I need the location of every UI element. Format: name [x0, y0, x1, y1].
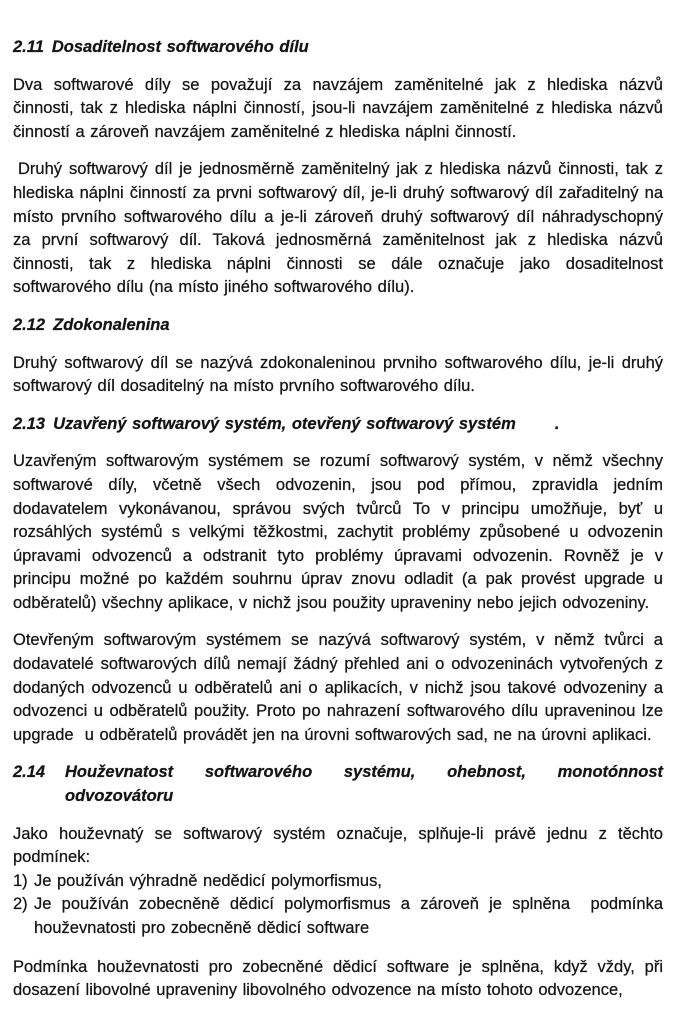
section-title: Dosaditelnost softwarového dílu: [51, 38, 309, 56]
paragraph-toughness-intro: Jako houževnatý se softwarový systém označuje, splňuje-li právě jednu z těchto podmínek:: [13, 824, 663, 867]
section-title-line-1: Houževnatost softwarového systému, ohebnost, monotónnost: [65, 763, 663, 782]
list-item-2: [13, 893, 663, 940]
paragraph-substitutability-2: Druhý softwarový díl je jednosměrně zaměnitelný jak z hlediska názvů činnosti, tak z hlediska náplni činností za prvni softwarový díl, je-li druhý softwarový díl zařaditelný na místo prvního softwarového dílu a je-li zároveň druhý softwarový díl náhradyschopný za první softwarový díl. Taková jednosměrná zaměnitelnost jak z hlediska názvů činnosti, tak z hlediska náplni činnosti se dále označuje jako dosaditelnost softwarového dílu (na místo jiného softwarového dílu).: [13, 160, 663, 297]
section-heading-2-14: [13, 761, 663, 808]
section-number: 2.11: [13, 38, 44, 56]
paragraph-open-system: Otevřeným softwarovým systémem se nazývá softwarový systém, v němž tvůrci a dodavatelé softwarových dílů nemají žádný přehled ani o odvozeninách vytvořených z dodaných odvozenců u odběratelů ani o aplikacích, v nichž jsou takové odvozeniny a odvozenci u odběratelů použity. Proto po nahrazení softwarového dílu upraveninou lze upgrade u odběratelů provádět jen na úrovni softwarových sad, ne na úrovni aplikaci.: [13, 631, 663, 744]
paragraph-toughness-condition: Podmínka houževnatosti pro zobecněné dědicí software je splněna, když vždy, při dosazení libovolné upraveniny libovolného odvozence na místo tohoto odvozence,: [13, 957, 663, 1000]
section-title: [65, 761, 663, 808]
section-heading-2-11: [13, 36, 663, 60]
section-title-line-2: odvozovátoru: [65, 787, 174, 806]
section-number: 2.13: [13, 414, 46, 433]
paragraph-improvement: Druhý softwarový díl se nazývá zdokonaleninou prvniho softwarového dílu, je-li druhý softwarový díl dosaditelný na místo prvního softwarového dílu.: [13, 353, 663, 396]
section-heading-2-12: [13, 314, 663, 338]
list-item-marker: 1): [13, 871, 28, 890]
section-number: 2.14: [13, 763, 46, 782]
list-item-text: Je používán zobecněně dědicí polymorfismus a zároveň je splněna podmínka houževnatosti pro zobecněně dědicí software: [34, 895, 663, 937]
section-title: Zdokonalenina: [53, 315, 170, 334]
list-item-text: Je používán výhradně nedědicí polymorfismus,: [34, 871, 382, 890]
paragraph-substitutability-1: Dva softwarové díly se považují za navzájem zaměnitelné jak z hlediska názvů činnosti, tak z hlediska náplni činností, jsou-li navzájem zaměnitelné z hlediska názvů činností a zároveň navzájem zaměnitelné z hlediska náplni činností.: [13, 75, 663, 141]
list-item-marker: 2): [13, 895, 28, 914]
section-title: Uzavřený softwarový systém, otevřený softwarový systém .: [53, 414, 560, 433]
section-number: 2.12: [13, 315, 46, 334]
paragraph-closed-system: Uzavřeným softwarovým systémem se rozumí softwarový systém, v němž všechny softwarové díly, včetně všech odvozenin, jsou pod přímou, zpravidla jedním dodavatelem vykonávanou, správou svých tvůrců To v principu umožňuje, byť u rozsáhlých systémů s velkými těžkostmi, zachytit problémy způsobené u odvozenin úpravami odvozenců a odstranit tyto problémy úpravami odvozenin. Rovněž je v principu možné po každém souhrnu úprav znovu odladit (a pak provést upgrade u odběratelů) všechny aplikace, v nichž jsou použity upraveniny nebo jejich odvozeniny.: [13, 452, 663, 612]
list-item-1: [13, 870, 663, 894]
section-heading-2-13: [13, 413, 663, 437]
